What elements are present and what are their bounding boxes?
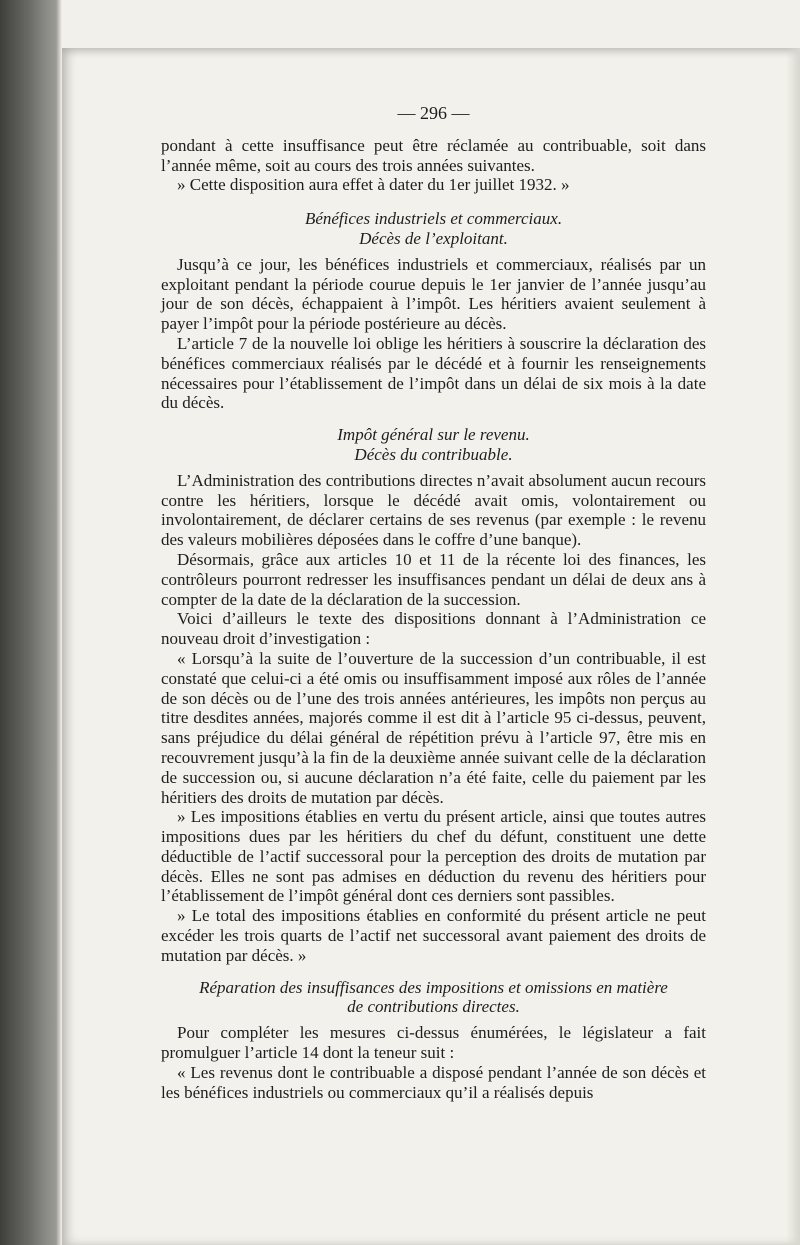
- paragraph: L’Administration des contributions directes n’avait absolument aucun recours contre les héritiers, lorsque le décédé avait omis, volontairement ou involontairement, de déclarer certains de ses revenus (par exemple : le revenu des valeurs mobilières déposées dans le coffre d’une banque).: [161, 470, 706, 550]
- paragraph: Jusqu’à ce jour, les bénéfices industriels et commerciaux, réalisés par un exploitant pendant la période courue depuis le 1er janvier de l’année jusqu’au jour de son décès, échappaient à l’impôt. Les héritiers avaient seulement à payer l’impôt pour la période postérieure au décès.: [161, 254, 706, 334]
- quoted-paragraph: « Lorsqu’à la suite de l’ouverture de la succession d’un contribuable, il est constaté que celui-ci a été omis ou insuffisamment imposé aux rôles de l’année de son décès ou de l’une des trois années antérieures, les impôts non perçus au titre desdites années, majorés comme il est dit à l’article 95 ci-dessus, peuvent, sans préjudice du délai général de répétition prévu à l’article 97, être mis en recouvrement jusqu’à la fin de la deuxième année suivant celle de la déclaration de succession ou, si aucune déclaration n’a été faite, celle du paiement par les héritiers des droits de mutation par décès.: [161, 648, 706, 807]
- section-heading-line: Bénéfices industriels et commerciaux.: [304, 209, 563, 229]
- section-heading-line: de contributions directes.: [347, 997, 520, 1017]
- quoted-paragraph: » Le total des impositions établies en conformité du présent article ne peut excéder les trois quarts de l’actif net successoral avant paiement des droits de mutation par décès. »: [161, 906, 706, 965]
- page-edge: [786, 48, 800, 1245]
- paragraph: L’article 7 de la nouvelle loi oblige les héritiers à souscrire la déclaration des bénéfices commerciaux réalisés par le décédé et à fournir les renseignements nécessaires pour l’établissement de l’impôt dans un délai de six mois à la date du décès.: [161, 333, 706, 413]
- paragraph: Pour compléter les mesures ci-dessus énumérées, le législateur a fait promulguer l’article 14 dont la teneur suit :: [161, 1023, 706, 1063]
- section-heading: [161, 978, 706, 1018]
- section-heading-line: Décès de l’exploitant.: [359, 228, 508, 248]
- page-number: — 296 —: [397, 103, 470, 123]
- section-heading-line: Impôt général sur le revenu.: [337, 425, 530, 445]
- section-heading-line: Réparation des insuffisances des impositions et omissions en matière: [199, 977, 668, 997]
- quoted-paragraph: « Les revenus dont le contribuable a disposé pendant l’année de son décès et les bénéfices industriels ou commerciaux qu’il a réalisés depuis: [161, 1062, 706, 1102]
- paragraph: Désormais, grâce aux articles 10 et 11 de la récente loi des finances, les contrôleurs pourront redresser les insuffisances pendant un délai de deux ans à compter de la date de la déclaration de la succession.: [161, 549, 706, 609]
- paragraph: pondant à cette insuffisance peut être réclamée au contribuable, soit dans l’année même, soit au cours des trois années suivantes.: [161, 135, 706, 175]
- paragraph: » Cette disposition aura effet à dater du 1er juillet 1932. »: [177, 175, 570, 195]
- section-heading: [161, 209, 706, 249]
- quoted-paragraph: » Les impositions établies en vertu du présent article, ainsi que toutes autres impositions dues par les héritiers du chef du défunt, constituent une dette déductible de l’actif successoral pour la perception des droits de mutation par décès. Elles ne sont pas admises en déduction du revenu des héritiers pour l’établissement de l’impôt général dont ces derniers sont passibles.: [161, 807, 706, 906]
- section-heading: [161, 425, 706, 465]
- section-heading-line: Décès du contribuable.: [354, 444, 513, 464]
- page-text: [161, 104, 706, 1102]
- paragraph: Voici d’ailleurs le texte des dispositions donnant à l’Administration ce nouveau droit d’investigation :: [161, 609, 706, 649]
